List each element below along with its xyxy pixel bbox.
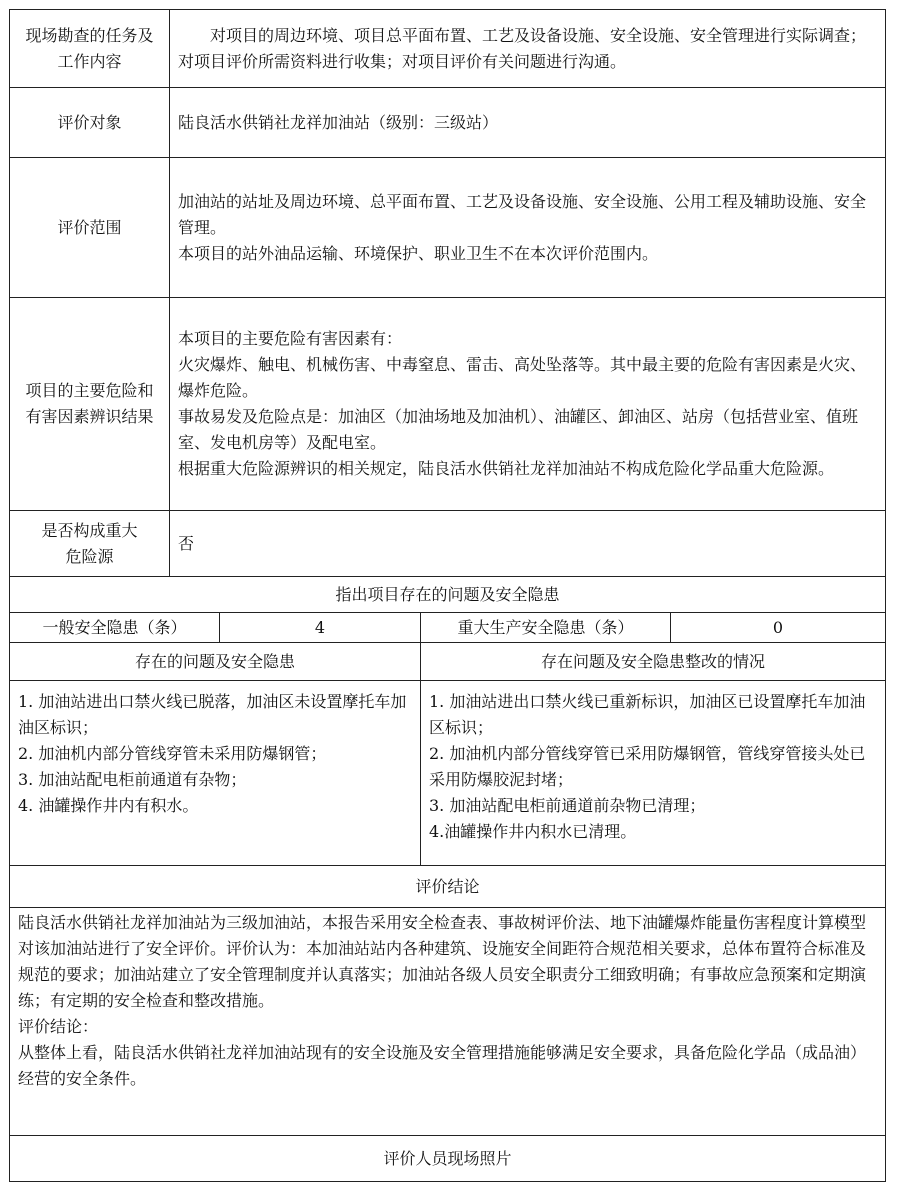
fixes-column-header: 存在问题及安全隐患整改的情况 — [421, 643, 886, 681]
issues-detail-row — [10, 681, 886, 866]
fixes-list — [421, 681, 886, 866]
problem-item: 2. 加油机内部分管线穿管未采用防爆钢管； — [18, 744, 327, 763]
fix-item: 4.油罐操作井内积水已清理。 — [429, 822, 637, 841]
conclusion-text — [10, 908, 886, 1136]
object-label: 评价对象 — [10, 88, 170, 158]
hazards-line: 火灾爆炸、触电、机械伤害、中毒窒息、雷击、高处坠落等。其中最主要的危险有害因素是火灾、爆炸危险。 — [178, 355, 867, 400]
survey-row — [10, 10, 886, 88]
scope-label: 评价范围 — [10, 158, 170, 298]
issues-header: 指出项目存在的问题及安全隐患 — [10, 577, 886, 613]
conclusion-line: 从整体上看，陆良活水供销社龙祥加油站现有的安全设施及安全管理措施能够满足安全要求，具备危险化学品（成品油）经营的安全条件。 — [18, 1043, 867, 1088]
major-hazard-label: 是否构成重大危险源 — [10, 511, 170, 577]
major-issues-count: 0 — [671, 613, 886, 643]
scope-line: 本项目的站外油品运输、环境保护、职业卫生不在本次评价范围内。 — [178, 243, 659, 263]
conclusion-header: 评价结论 — [10, 866, 886, 908]
problems-list — [10, 681, 421, 866]
general-issues-count: 4 — [220, 613, 421, 643]
conclusion-header-row — [10, 866, 886, 908]
issues-header-row — [10, 577, 886, 613]
fix-item: 2. 加油机内部分管线穿管已采用防爆钢管，管线穿管接头处已采用防爆胶泥封堵； — [429, 744, 866, 789]
fix-item: 1. 加油站进出口禁火线已重新标识，加油区已设置摩托车加油区标识； — [429, 692, 866, 737]
hazards-line: 本项目的主要危险有害因素有： — [178, 329, 403, 348]
major-hazard-value: 否 — [170, 511, 886, 577]
problem-item: 1. 加油站进出口禁火线已脱落，加油区未设置摩托车加油区标识； — [18, 692, 407, 737]
photos-header: 评价人员现场照片 — [10, 1136, 886, 1182]
fix-item: 3. 加油站配电柜前通道前杂物已清理； — [429, 796, 706, 815]
general-issues-label: 一般安全隐患（条） — [10, 613, 220, 643]
survey-label: 现场勘查的任务及工作内容 — [10, 10, 170, 88]
survey-text: 对项目的周边环境、项目总平面布置、工艺及设备设施、安全设施、安全管理进行实际调查；对项目评价所需资料进行收集；对项目评价有关问题进行沟通。 — [170, 10, 886, 88]
scope-line: 加油站的站址及周边环境、总平面布置、工艺及设备设施、安全设施、公用工程及辅助设施、安全管理。 — [178, 191, 867, 237]
major-hazard-row — [10, 511, 886, 577]
conclusion-line: 评价结论： — [18, 1017, 99, 1036]
hazards-line: 根据重大危险源辨识的相关规定，陆良活水供销社龙祥加油站不构成危险化学品重大危险源。 — [178, 459, 835, 478]
hazards-row — [10, 298, 886, 511]
scope-text — [170, 158, 886, 298]
object-text: 陆良活水供销社龙祥加油站（级别：三级站） — [170, 88, 886, 158]
hazards-text — [170, 298, 886, 511]
photos-header-row — [10, 1136, 886, 1182]
object-row — [10, 88, 886, 158]
assessment-table — [9, 9, 886, 1182]
problem-item: 4. 油罐操作井内有积水。 — [18, 796, 199, 815]
problems-column-header: 存在的问题及安全隐患 — [10, 643, 421, 681]
hazards-line: 事故易发及危险点是：加油区（加油场地及加油机）、油罐区、卸油区、站房（包括营业室、值班室、发电机房等）及配电室。 — [178, 407, 859, 452]
conclusion-line: 陆良活水供销社龙祥加油站为三级加油站，本报告采用安全检查表、事故树评价法、地下油罐爆炸能量伤害程度计算模型对该加油站进行了安全评价。评价认为：本加油站站内各种建筑、设施安全间距符合规范相关要求，总体布置符合标准及规范的要求；加油站建立了安全管理制度并认真落实；加油站各级人员安全职责分工细致明确；有事故应急预案和定期演练；有定期的安全检查和整改措施。 — [18, 913, 867, 1010]
major-issues-label: 重大生产安全隐患（条） — [421, 613, 671, 643]
problem-item: 3. 加油站配电柜前通道有杂物； — [18, 770, 247, 789]
conclusion-row — [10, 908, 886, 1136]
issues-columns-row — [10, 643, 886, 681]
hazards-label: 项目的主要危险和有害因素辨识结果 — [10, 298, 170, 511]
issues-count-row — [10, 613, 886, 643]
scope-row — [10, 158, 886, 298]
